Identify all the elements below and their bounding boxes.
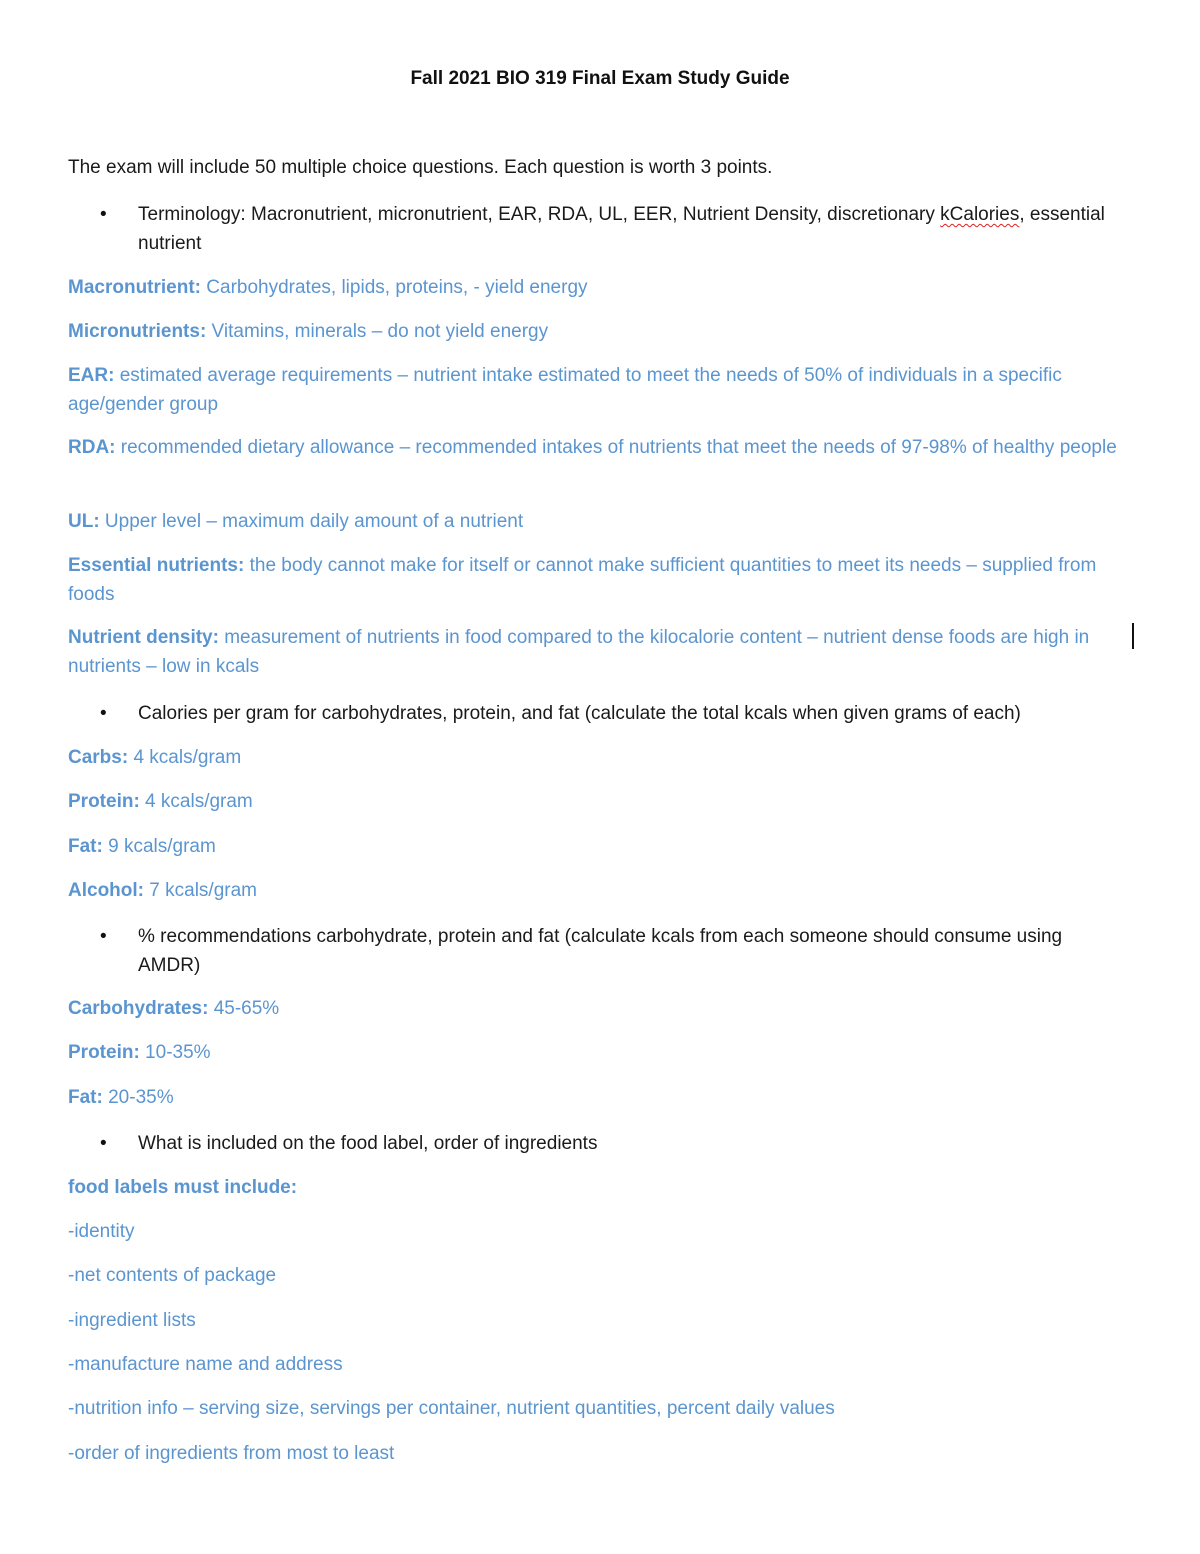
calorie-text: 9 kcals/gram: [102, 836, 216, 857]
definition-macronutrient: [68, 273, 1128, 302]
food-label-item: -ingredient lists: [68, 1310, 196, 1331]
bullet-marker: •: [100, 204, 107, 225]
amdr-term: Protein:: [68, 1042, 140, 1063]
bullet-amdr: % recommendations carbohydrate, protein and fat (calculate kcals from each someone should consume using AMDR): [138, 926, 1063, 976]
bullet-terminology: [138, 200, 1118, 258]
definition-text: measurement of nutrients in food compared to the kilocalorie content – nutrient dense foods are high in nutrients – low in kcals: [68, 627, 1090, 677]
definition-ul: [68, 507, 1128, 536]
amdr-carbohydrates: [68, 994, 1128, 1023]
definition-term: Micronutrients:: [68, 321, 207, 342]
amdr-protein: [68, 1038, 1128, 1067]
calorie-text: 4 kcals/gram: [128, 747, 242, 768]
bullet-calories: Calories per gram for carbohydrates, protein, and fat (calculate the total kcals when given grams of each): [138, 703, 1021, 724]
food-label-item: -manufacture name and address: [68, 1354, 343, 1375]
bullet-terminology-text: Terminology: Macronutrient, micronutrient, EAR, RDA, UL, EER, Nutrient Density, discretionary: [138, 204, 941, 225]
calorie-term: Protein:: [68, 791, 140, 812]
definition-text: the body cannot make for itself or cannot make sufficient quantities to meet its needs – supplied from foods: [68, 555, 1097, 605]
food-label-item: -net contents of package: [68, 1265, 277, 1286]
definition-nutrient-density: [68, 623, 1128, 681]
definition-text: Upper level – maximum daily amount of a nutrient: [99, 511, 524, 532]
food-label-item: -order of ingredients from most to least: [68, 1443, 395, 1464]
definition-term: Macronutrient:: [68, 277, 201, 298]
definition-term: UL:: [68, 511, 100, 532]
amdr-term: Carbohydrates:: [68, 998, 209, 1019]
food-label-item: -identity: [68, 1221, 135, 1242]
definition-text: estimated average requirements – nutrient intake estimated to meet the needs of 50% of individuals in a specific age/gender group: [68, 365, 1062, 415]
amdr-text: 45-65%: [208, 998, 280, 1019]
amdr-term: Fat:: [68, 1087, 103, 1108]
calorie-carbs: [68, 743, 1128, 772]
bullet-terminology-rest: , essential nutrient: [138, 204, 1105, 254]
bullet-food-label: What is included on the food label, order of ingredients: [138, 1133, 598, 1154]
calorie-alcohol: [68, 876, 1128, 905]
calorie-term: Fat:: [68, 836, 103, 857]
definition-ear: [68, 361, 1128, 419]
calorie-fat: [68, 832, 1128, 861]
definition-text: Carbohydrates, lipids, proteins, - yield energy: [201, 277, 588, 298]
page-title: Fall 2021 BIO 319 Final Exam Study Guide: [410, 68, 790, 89]
definition-term: RDA:: [68, 437, 116, 458]
calorie-term: Carbs:: [68, 747, 129, 768]
amdr-text: 20-35%: [102, 1087, 174, 1108]
definition-text: recommended dietary allowance – recommended intakes of nutrients that meet the needs of 97-98% of healthy people: [115, 437, 1117, 458]
spellcheck-word: kCalories: [940, 204, 1020, 225]
definition-essential-nutrients: [68, 551, 1128, 609]
food-label-heading: food labels must include:: [68, 1177, 298, 1198]
calorie-text: 7 kcals/gram: [144, 880, 257, 901]
definition-micronutrients: [68, 317, 1128, 346]
intro-paragraph: The exam will include 50 multiple choice questions. Each question is worth 3 points.: [68, 157, 773, 178]
food-label-item: -nutrition info – serving size, servings per container, nutrient quantities, percent daily values: [68, 1398, 835, 1419]
definition-term: EAR:: [68, 365, 115, 386]
definition-text: Vitamins, minerals – do not yield energy: [206, 321, 549, 342]
definition-rda: [68, 433, 1128, 462]
bullet-marker: •: [100, 703, 107, 724]
bullet-marker: •: [100, 926, 107, 947]
calorie-text: 4 kcals/gram: [139, 791, 253, 812]
text-cursor: [1132, 623, 1134, 649]
bullet-marker: •: [100, 1133, 107, 1154]
amdr-fat: [68, 1083, 1128, 1112]
definition-term: Nutrient density:: [68, 627, 219, 648]
calorie-term: Alcohol:: [68, 880, 144, 901]
calorie-protein: [68, 787, 1128, 816]
definition-term: Essential nutrients:: [68, 555, 245, 576]
amdr-text: 10-35%: [139, 1042, 211, 1063]
